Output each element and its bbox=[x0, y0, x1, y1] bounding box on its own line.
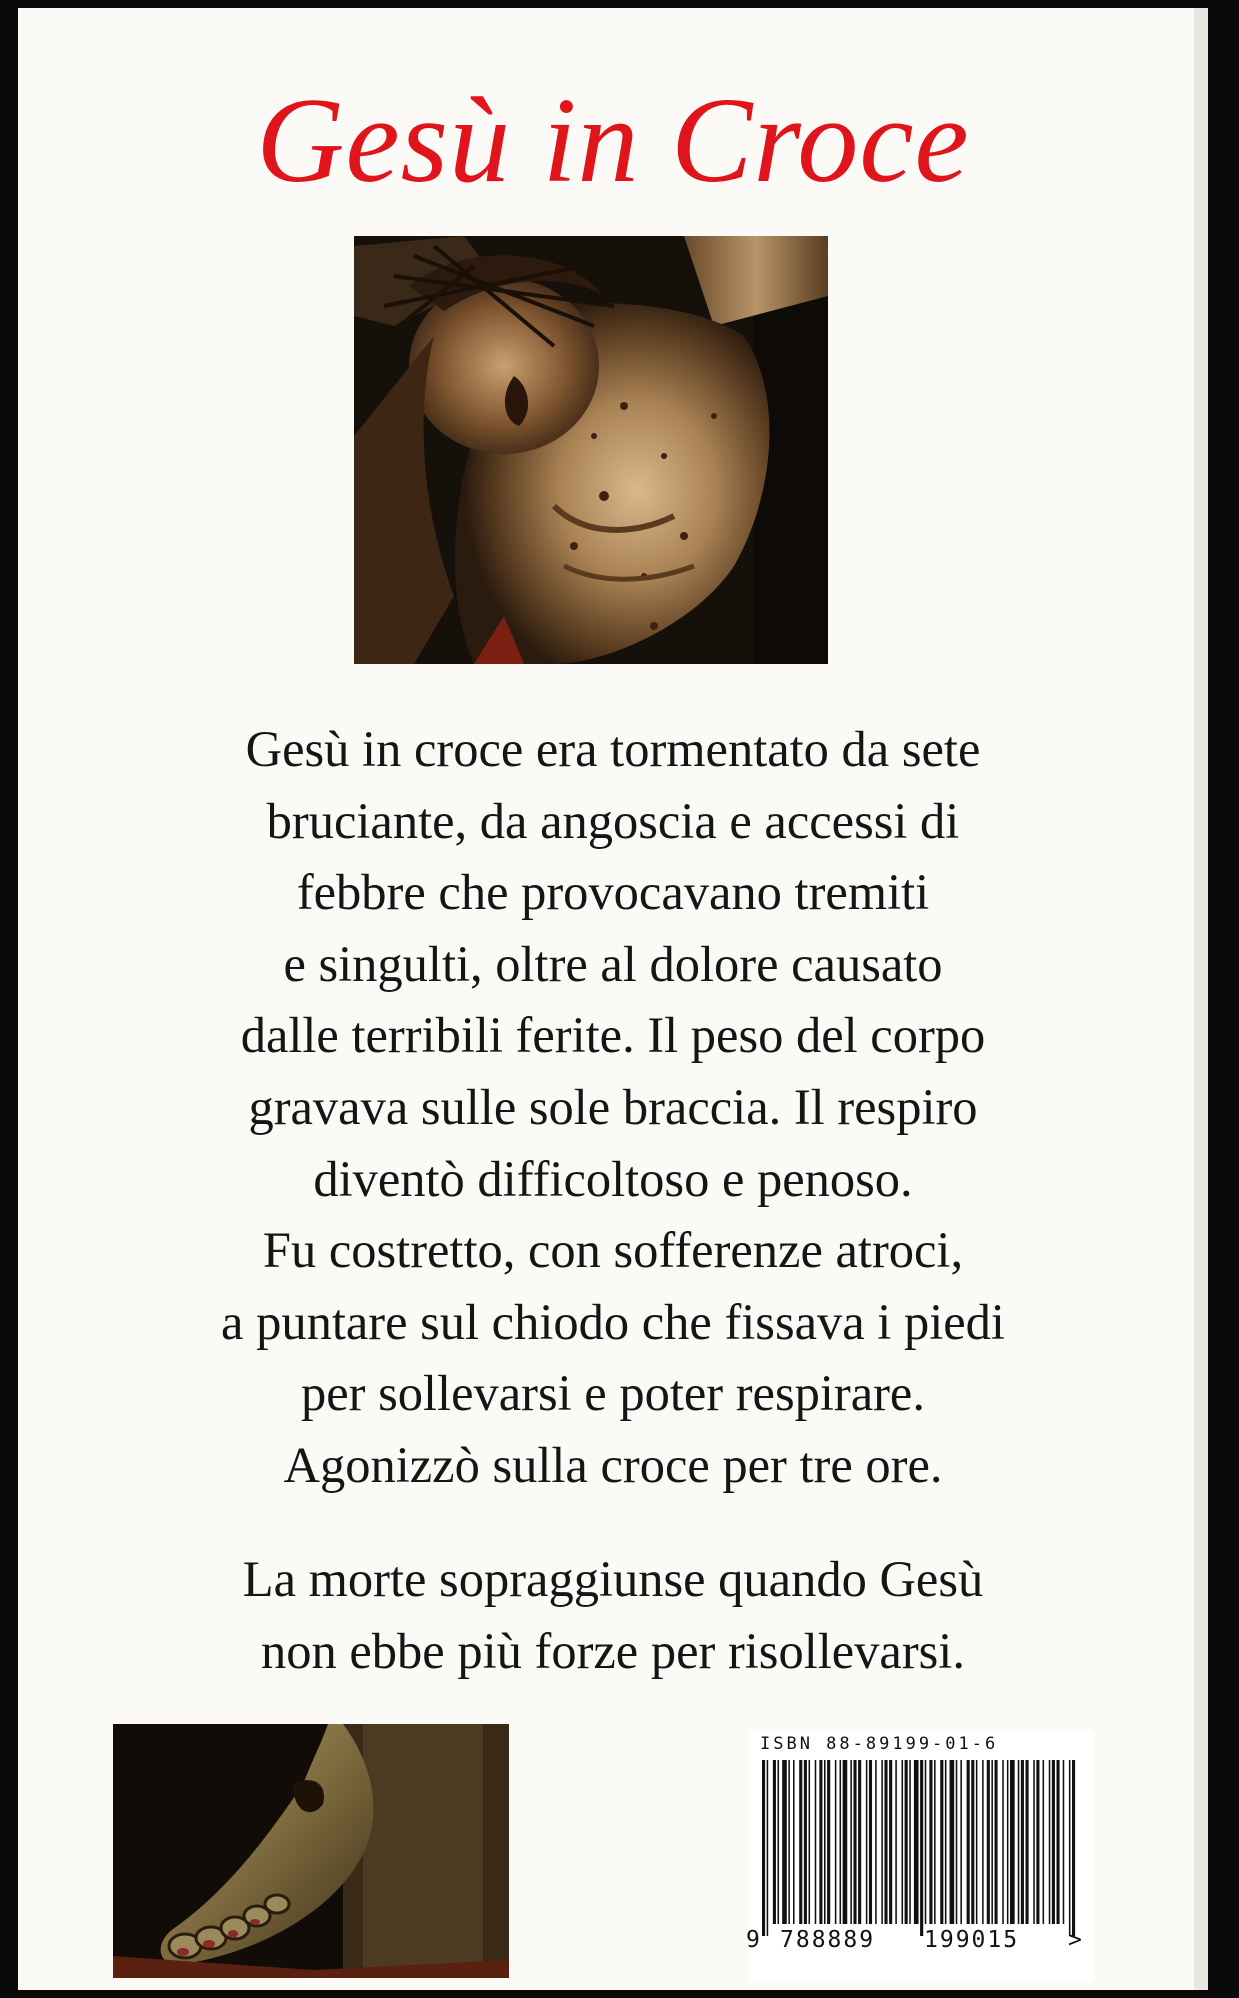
isbn-number: ISBN 88-89199-01-6 bbox=[760, 1734, 999, 1754]
barcode-bar bbox=[950, 1760, 955, 1924]
barcode-bar bbox=[1002, 1760, 1004, 1924]
barcode-bar bbox=[995, 1760, 998, 1924]
closing-line: non ebbe più forze per risollevarsi. bbox=[261, 1622, 965, 1679]
barcode-bar bbox=[1036, 1760, 1039, 1924]
barcode-bar bbox=[869, 1760, 872, 1924]
barcode-bar bbox=[1018, 1760, 1020, 1924]
barcode-bar bbox=[835, 1760, 837, 1924]
closing-text bbox=[18, 1544, 1208, 1687]
body-line: Fu costretto, con sofferenze atroci, bbox=[262, 1222, 964, 1279]
barcode-bar bbox=[827, 1760, 830, 1924]
barcode-bar bbox=[1057, 1760, 1060, 1924]
barcode-bar bbox=[920, 1760, 923, 1936]
barcode-bar bbox=[809, 1760, 811, 1924]
barcode-bar bbox=[895, 1760, 897, 1924]
barcode-bar bbox=[960, 1760, 962, 1924]
barcode-bar bbox=[889, 1760, 892, 1924]
barcode-bar bbox=[778, 1760, 780, 1924]
barcode-bar bbox=[815, 1760, 817, 1924]
barcode-bar bbox=[875, 1760, 877, 1924]
closing-line: La morte sopraggiunse quando Gesù bbox=[242, 1551, 984, 1607]
barcode-bar bbox=[1026, 1760, 1029, 1924]
barcode-bar bbox=[1043, 1760, 1045, 1924]
crucifixion-painting bbox=[354, 236, 828, 664]
body-line: bruciante, da angoscia e accessi di bbox=[266, 792, 960, 849]
barcode-bar bbox=[853, 1760, 856, 1924]
barcode-bar bbox=[1007, 1760, 1009, 1924]
barcode-bar bbox=[905, 1760, 908, 1924]
barcode-bars bbox=[762, 1760, 1078, 1936]
barcode-bar bbox=[1052, 1760, 1055, 1924]
barcode-bar bbox=[945, 1760, 947, 1924]
ean-quiet-zone-marker: > bbox=[1068, 1927, 1082, 1953]
body-line: diventò difficoltoso e penoso. bbox=[313, 1150, 913, 1207]
barcode-bar bbox=[940, 1760, 943, 1924]
body-line: dalle terribili ferite. Il peso del corpo bbox=[240, 1007, 986, 1064]
ean-right-group: 199015 bbox=[924, 1927, 1020, 1953]
barcode-bar bbox=[1010, 1760, 1015, 1924]
description-text bbox=[18, 714, 1208, 1502]
barcode-bar bbox=[843, 1760, 848, 1924]
barcode-bar bbox=[850, 1760, 852, 1924]
barcode-bar bbox=[799, 1760, 802, 1924]
barcode-bar bbox=[976, 1760, 978, 1924]
barcode-bar bbox=[788, 1760, 790, 1924]
barcode-bar bbox=[902, 1760, 904, 1924]
barcode-bar bbox=[866, 1760, 868, 1924]
body-line: e singulti, oltre al dolore causato bbox=[283, 935, 943, 992]
barcode-bar bbox=[824, 1760, 826, 1924]
book-back-cover bbox=[18, 8, 1208, 1990]
barcode-bar bbox=[971, 1760, 974, 1924]
body-line: a puntare sul chiodo che fissava i piedi bbox=[221, 1293, 1005, 1350]
barcode-bar bbox=[1033, 1760, 1035, 1924]
barcode-bar bbox=[987, 1760, 990, 1924]
book-title: Gesù in Croce bbox=[256, 73, 970, 208]
barcode-bar bbox=[858, 1760, 861, 1924]
barcode-bar bbox=[1021, 1760, 1024, 1924]
barcode-bar bbox=[982, 1760, 984, 1924]
feet-painting bbox=[113, 1724, 509, 1978]
body-line: Agonizzò sulla croce per tre ore. bbox=[283, 1436, 943, 1493]
barcode-bar bbox=[762, 1760, 765, 1936]
ean-lead-digit: 9 bbox=[746, 1927, 760, 1953]
barcode-bar bbox=[881, 1760, 883, 1924]
barcode-bar bbox=[819, 1760, 822, 1924]
barcode-bar bbox=[804, 1760, 807, 1924]
barcode-bar bbox=[793, 1760, 795, 1924]
barcode-bar bbox=[909, 1760, 911, 1924]
barcode-bar bbox=[1069, 1760, 1071, 1936]
body-line: Gesù in croce era tormentato da sete bbox=[245, 721, 981, 777]
barcode-bar bbox=[967, 1760, 970, 1924]
ean-left-group: 788889 bbox=[780, 1927, 876, 1953]
barcode-bar bbox=[782, 1760, 787, 1924]
barcode-bar bbox=[773, 1760, 776, 1924]
barcode-bar bbox=[840, 1760, 842, 1924]
isbn-barcode bbox=[748, 1730, 1094, 1982]
barcode-bar bbox=[1072, 1760, 1075, 1936]
barcode-bar bbox=[1049, 1760, 1051, 1924]
body-line: gravava sulle sole braccia. Il respiro bbox=[248, 1078, 978, 1135]
barcode-bar bbox=[929, 1760, 932, 1924]
barcode-bar bbox=[956, 1760, 958, 1924]
barcode-bar bbox=[934, 1760, 936, 1924]
barcode-bar bbox=[767, 1760, 769, 1936]
body-line: per sollevarsi e poter respirare. bbox=[301, 1365, 925, 1422]
barcode-bar bbox=[925, 1760, 927, 1924]
barcode-bar bbox=[884, 1760, 887, 1924]
barcode-bar bbox=[1063, 1760, 1065, 1924]
body-line: febbre che provocavano tremiti bbox=[296, 864, 930, 921]
barcode-bar bbox=[914, 1760, 919, 1924]
barcode-bar bbox=[991, 1760, 993, 1924]
